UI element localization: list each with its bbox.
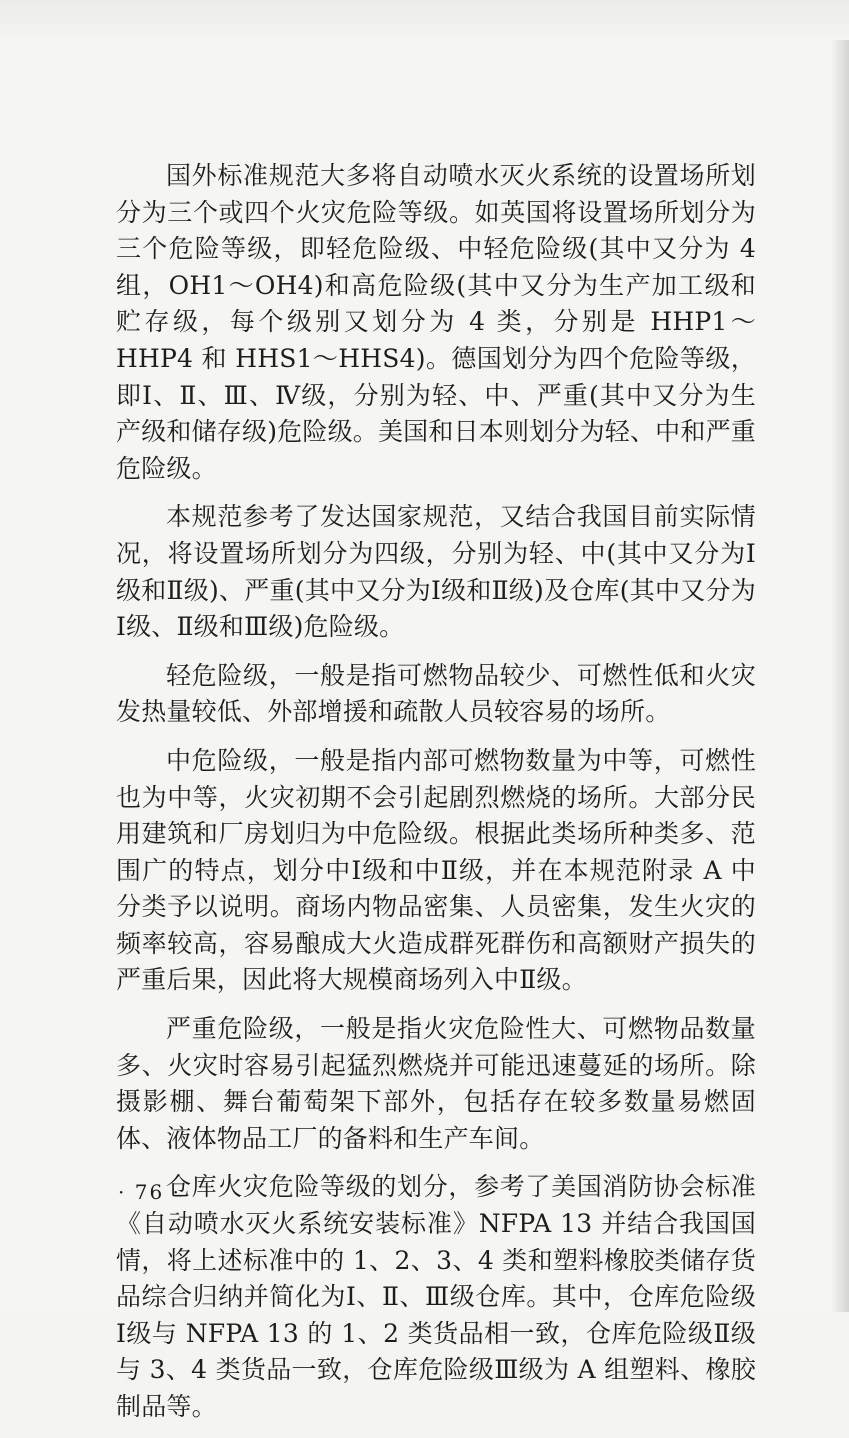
paragraph-code-classification: 本规范参考了发达国家规范，又结合我国目前实际情况，将设置场所划分为四级，分别为轻、中(其中又分为Ⅰ级和Ⅱ级)、严重(其中又分为Ⅰ级和Ⅱ级)及仓库(其中又分为Ⅰ级、Ⅱ级和Ⅲ级)危险级。 (116, 502, 756, 642)
scan-right-shadow (831, 40, 849, 1312)
paragraph-extra-hazard: 严重危险级，一般是指火灾危险性大、可燃物品数量多、火灾时容易引起猛烈燃烧并可能迅速蔓延的场所。除摄影棚、舞台葡萄架下部外，包括存在较多数量易燃固体、液体物品工厂的备料和生产车间。 (116, 1014, 756, 1153)
paragraph-light-hazard: 轻危险级，一般是指可燃物品较少、可燃性低和火灾发热量较低、外部增援和疏散人员较容易的场所。 (116, 660, 756, 727)
paragraph-ordinary-hazard: 中危险级，一般是指内部可燃物数量为中等，可燃性也为中等，火灾初期不会引起剧烈燃烧的场所。大部分民用建筑和厂房划归为中危险级。根据此类场所种类多、范围广的特点，划分中Ⅰ级和中Ⅱ级，并在本规范附录 A 中分类予以说明。商场内物品密集、人员密集，发生火灾的频率较高，容易酿成大火造成群死群伤和高额财产损失的严重后果，因此将大规模商场列入中Ⅱ级。 (116, 745, 756, 995)
scan-top-shadow (0, 0, 849, 44)
document-body (116, 158, 756, 1438)
page-number: · 76 · (118, 1180, 181, 1204)
paragraph-foreign-standards: 国外标准规范大多将自动喷水灭火系统的设置场所划分为三个或四个火灾危险等级。如英国将设置场所划分为三个危险等级，即轻危险级、中轻危险级(其中又分为 4 组，OH1～OH4)和高危险级(其中又分为生产加工级和贮存级，每个级别又划分为 4 类，分别是 HHP1～HHP4 和 HHS1～HHS4)。德国划分为四个危险等级，即Ⅰ、Ⅱ、Ⅲ、Ⅳ级，分别为轻、中、严重(其中又分为生产级和储存级)危险级。美国和日本则划分为轻、中和严重危险级。 (116, 161, 756, 483)
paragraph-warehouse-hazard: 仓库火灾危险等级的划分，参考了美国消防协会标准《自动喷水灭火系统安装标准》NFPA 13 并结合我国国情，将上述标准中的 1、2、3、4 类和塑料橡胶类储存货品综合归纳并简化为Ⅰ、Ⅱ、Ⅲ级仓库。其中，仓库危险级Ⅰ级与 NFPA 13 的 1、2 类货品相一致，仓库危险级Ⅱ级与 3、4 类货品一致，仓库危险级Ⅲ级为 A 组塑料、橡胶制品等。 (116, 1172, 756, 1421)
